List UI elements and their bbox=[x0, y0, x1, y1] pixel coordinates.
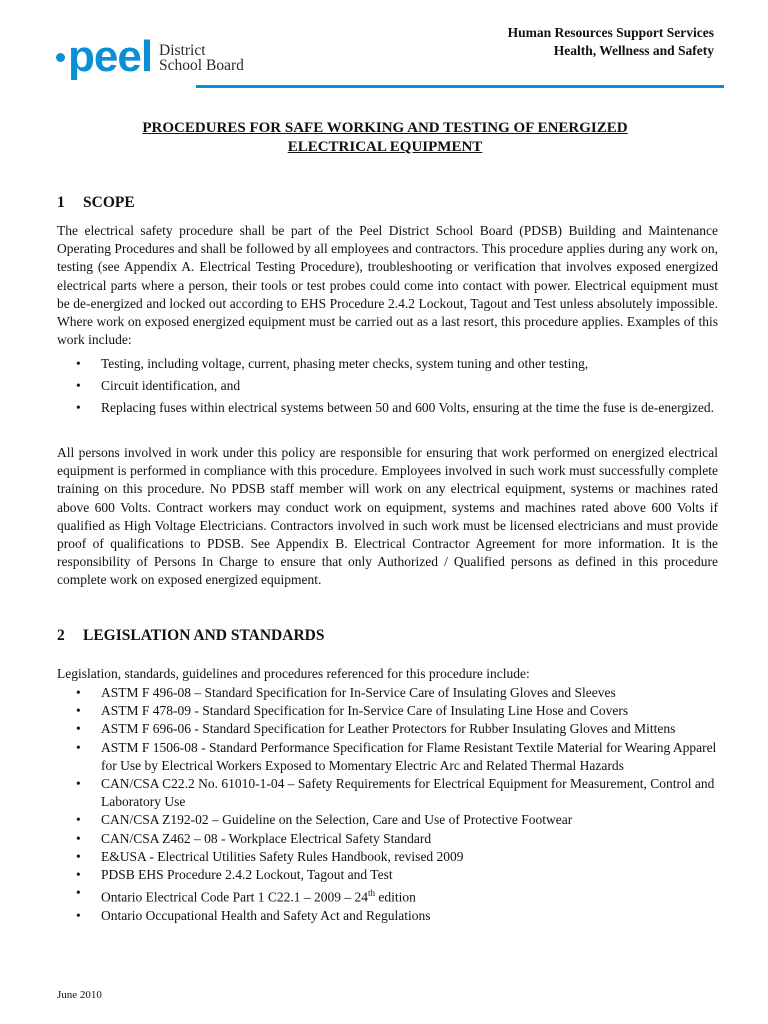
section-1-number: 1 bbox=[57, 194, 65, 211]
legislation-intro: Legislation, standards, guidelines and procedures referenced for this procedure include: bbox=[57, 666, 530, 681]
list-item: • ASTM F 496-08 – Standard Specification for In-Service Care of Insulating Gloves and Sleeves bbox=[57, 684, 718, 702]
list-item: • CAN/CSA Z462 – 08 - Workplace Electrical Safety Standard bbox=[57, 830, 718, 848]
title-line-1: PROCEDURES FOR SAFE WORKING AND TESTING OF ENERGIZED bbox=[142, 120, 628, 136]
list-item: • CAN/CSA C22.2 No. 61010-1-04 – Safety Requirements for Electrical Equipment for Measurement, Control and Laboratory Use bbox=[57, 775, 718, 811]
section-1-title: SCOPE bbox=[83, 194, 135, 211]
ontario-code-superscript: th bbox=[367, 888, 375, 899]
peel-logo bbox=[56, 32, 244, 81]
document-title bbox=[57, 119, 713, 157]
footer-date: June 2010 bbox=[57, 989, 102, 1001]
logo-line-1: District bbox=[159, 42, 206, 59]
list-item: • ASTM F 478-09 - Standard Specification for In-Service Care of Insulating Line Hose and Covers bbox=[57, 702, 718, 720]
department-line-2: Health, Wellness and Safety bbox=[553, 43, 714, 58]
list-item: • CAN/CSA Z192-02 – Guideline on the Selection, Care and Use of Protective Footwear bbox=[57, 811, 718, 829]
scope-closing-paragraph: All persons involved in work under this policy are responsible for ensuring that work performed on energized electrical equipment is performed in compliance with this procedure. Employees involved in such work must successfully complete training on this procedure. No PDSB staff member will work on any electrical equipment, systems or machines rated above 600 Volts. Contract workers may conduct work on equipment, systems and machines rated above 600 Volts if qualified as High Voltage Electricians. Contractors involved in such work must be licensed electricians and must provide proof of qualifications to PDSB. See Appendix B. Electrical Contractor Agreement for more information. It is the responsibility of Persons In Charge to ensure that only Authorized / Qualified persons as defined in this procedure complete work on exposed energized equipment. bbox=[57, 445, 718, 588]
title-line-2: ELECTRICAL EQUIPMENT bbox=[287, 139, 483, 155]
logo-dot-icon bbox=[56, 53, 65, 62]
department-line-1: Human Resources Support Services bbox=[507, 25, 714, 40]
legislation-list bbox=[57, 684, 718, 925]
logo-wordmark: peel bbox=[68, 32, 153, 81]
logo-subtitle bbox=[159, 43, 244, 73]
list-item: • ASTM F 1506-08 - Standard Performance Specification for Flame Resistant Textile Material for Wearing Apparel for Use by Electrical Workers Exposed to Momentary Electric Arc and Related Thermal Hazards bbox=[57, 739, 718, 775]
list-item: • ASTM F 696-06 - Standard Specification for Leather Protectors for Rubber Insulating Gloves and Mittens bbox=[57, 720, 718, 738]
list-item: • PDSB EHS Procedure 2.4.2 Lockout, Tagout and Test bbox=[57, 866, 718, 884]
section-2-heading bbox=[57, 626, 324, 646]
section-1-heading bbox=[57, 193, 135, 213]
list-item: • Testing, including voltage, current, phasing meter checks, system tuning and other testing, bbox=[57, 355, 718, 373]
list-item: • Circuit identification, and bbox=[57, 377, 718, 395]
section-2-title: LEGISLATION AND STANDARDS bbox=[83, 627, 325, 644]
list-item bbox=[57, 884, 718, 907]
list-item: • E&USA - Electrical Utilities Safety Rules Handbook, revised 2009 bbox=[57, 848, 718, 866]
scope-examples-list bbox=[57, 355, 718, 422]
header-divider bbox=[196, 85, 724, 88]
logo-line-2: School Board bbox=[159, 57, 244, 74]
department-header bbox=[508, 24, 714, 60]
list-item: • Replacing fuses within electrical systems between 50 and 600 Volts, ensuring at the time the fuse is de-energized. bbox=[57, 399, 718, 417]
section-2-number: 2 bbox=[57, 627, 65, 644]
ontario-code-text: Ontario Electrical Code Part 1 C22.1 – 2009 – 24 bbox=[101, 889, 368, 905]
scope-intro-paragraph: The electrical safety procedure shall be part of the Peel District School Board (PDSB) Building and Maintenance Operating Procedures and shall be followed by all employees and contractors. This procedure applies during any work on, testing (see Appendix A. Electrical Testing Procedure), troubleshooting or verification that involves exposed energized electrical parts where a person, their tools or test probes could come into contact with power. Electrical equipment must be de-energized and locked out according to EHS Procedure 2.4.2 Lockout, Tagout and Test unless absolutely impossible. Where work on exposed energized equipment must be carried out as a last resort, this procedure applies. Examples of this work include: bbox=[57, 223, 718, 348]
ontario-code-edition: edition bbox=[374, 889, 416, 905]
list-item: • Ontario Occupational Health and Safety Act and Regulations bbox=[57, 907, 718, 925]
